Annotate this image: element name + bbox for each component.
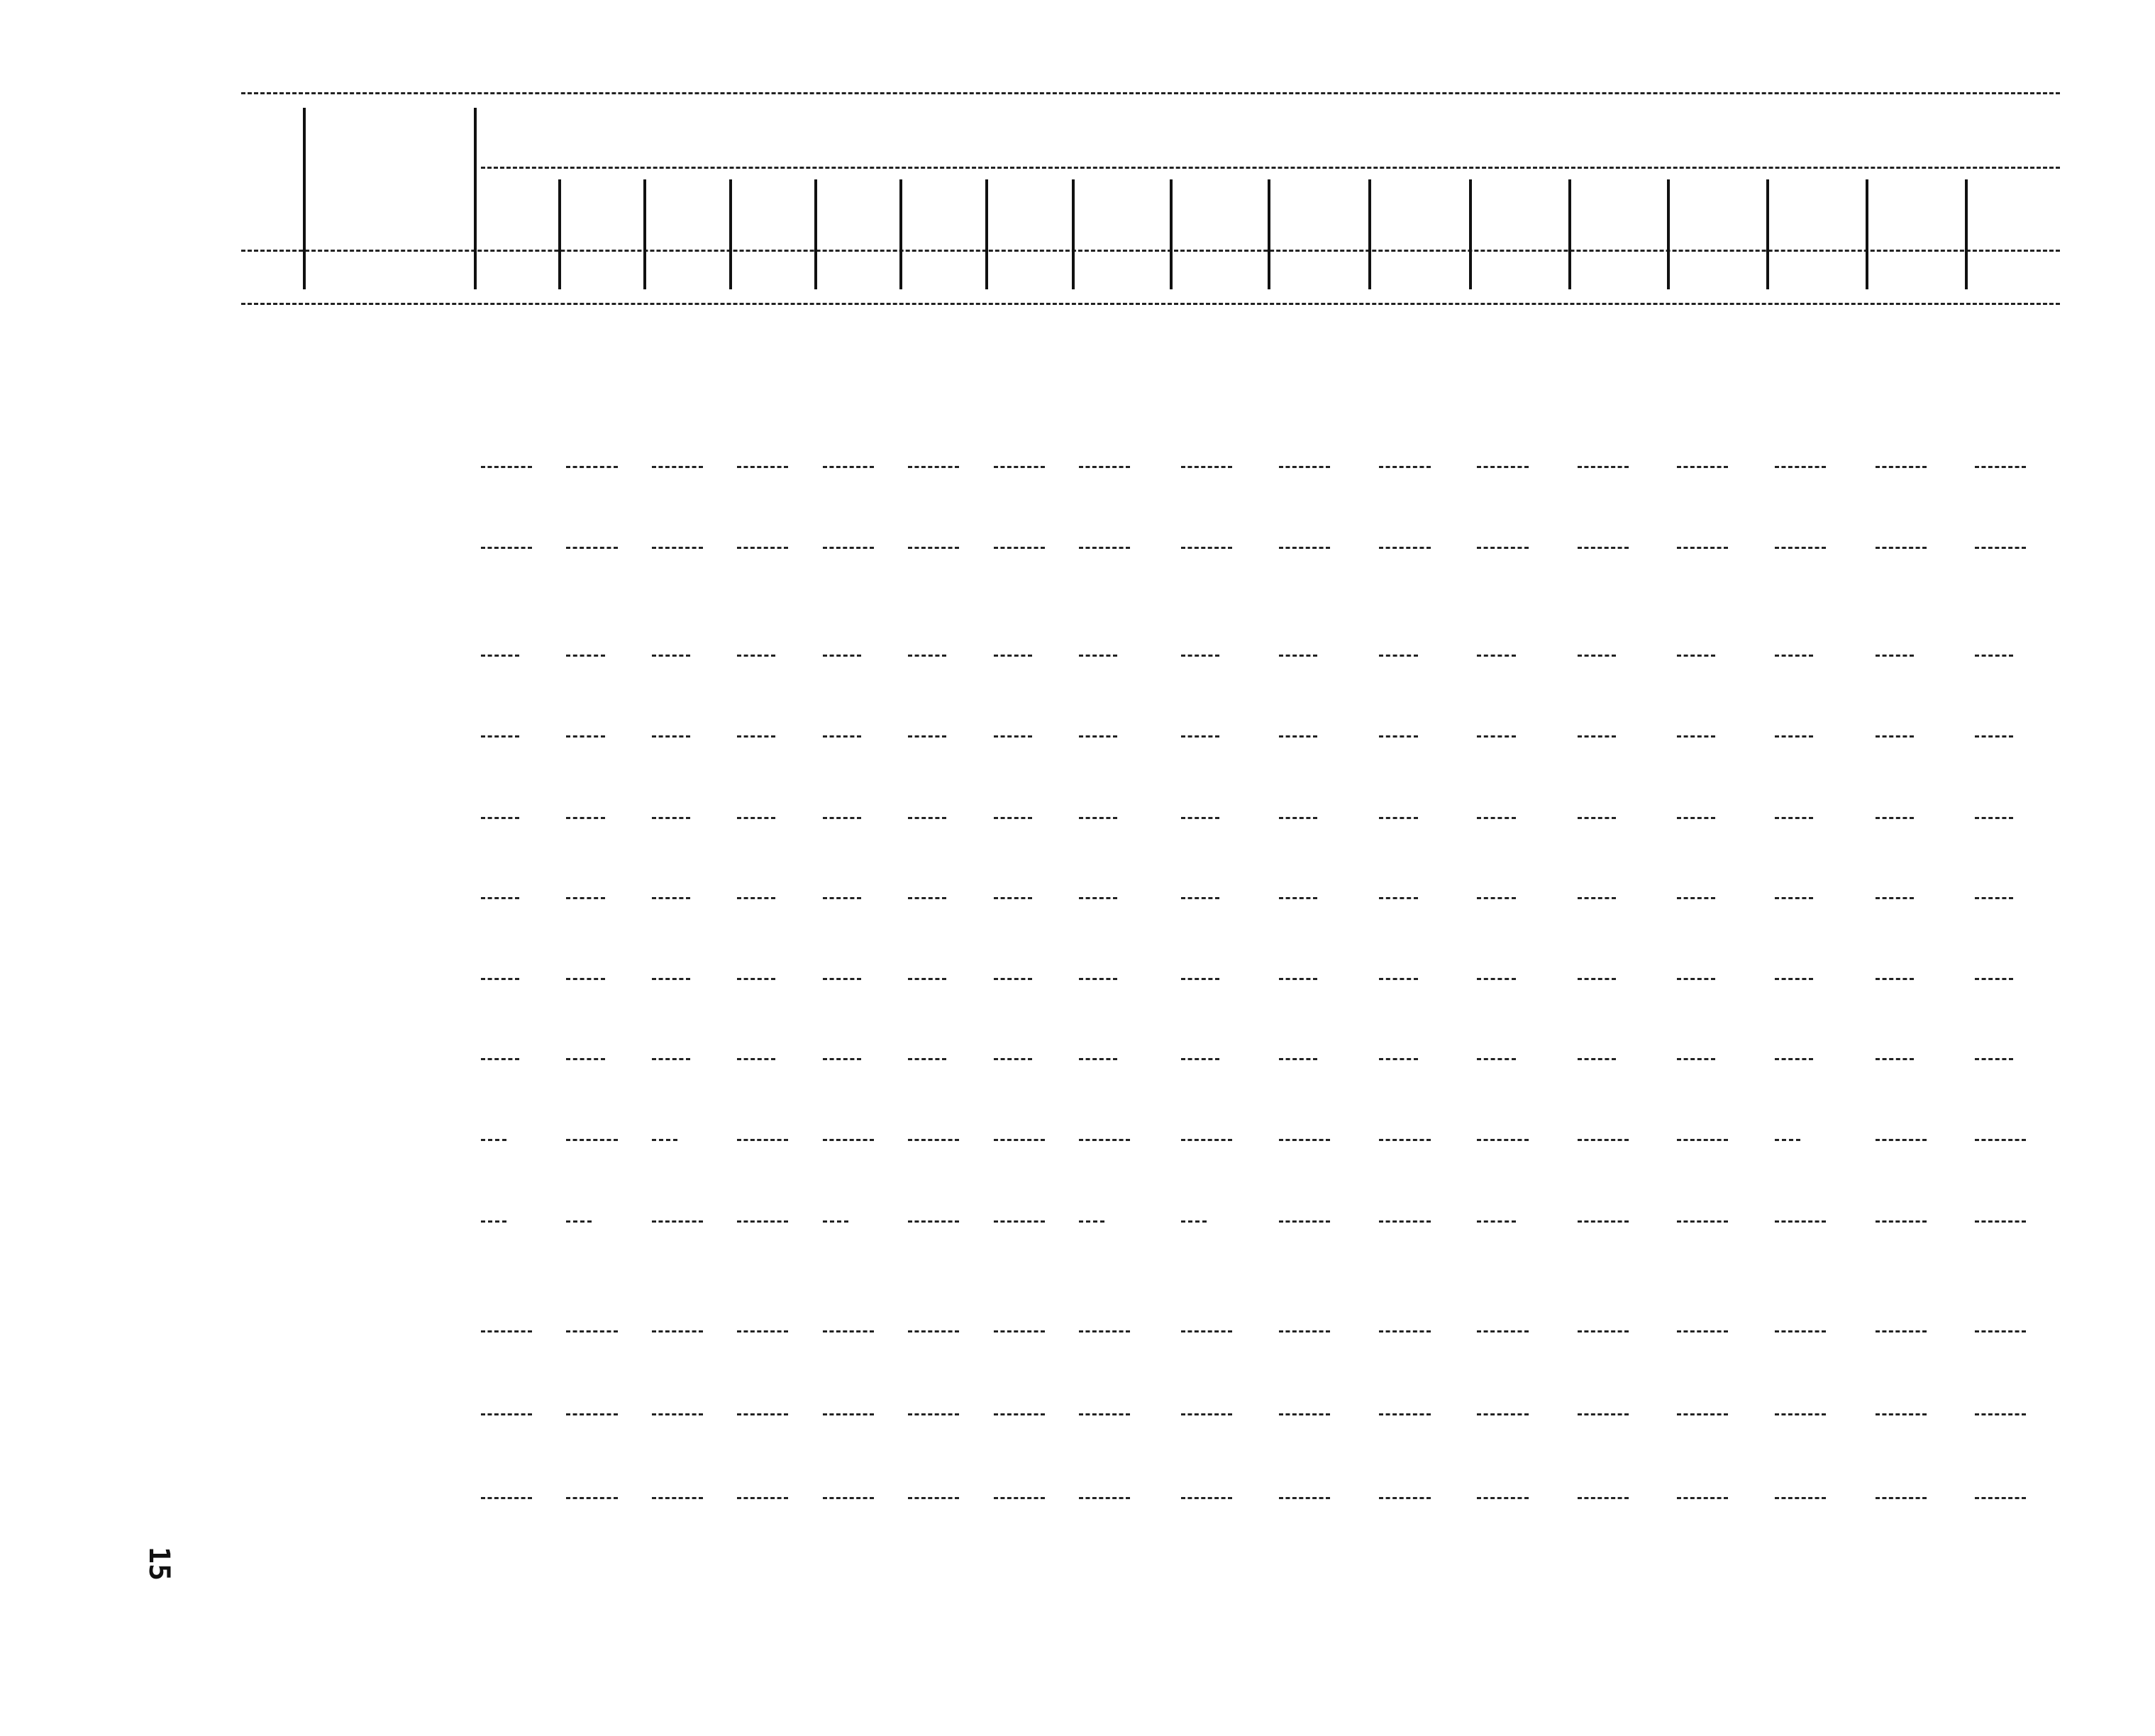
fraction-rule <box>1079 1413 1130 1415</box>
fraction-rule <box>737 1220 788 1223</box>
fraction-rule <box>994 466 1045 468</box>
fraction-rule <box>994 817 1032 819</box>
fraction-rule <box>823 1413 874 1415</box>
fraction-rule <box>1279 978 1317 980</box>
fraction-rule <box>652 1413 703 1415</box>
fraction-rule <box>1477 978 1516 980</box>
fraction-rule <box>1775 466 1826 468</box>
fraction-rule <box>481 1220 506 1223</box>
fraction-rule <box>1079 466 1130 468</box>
fraction-rule <box>1181 1220 1207 1223</box>
fraction-rule <box>1079 655 1117 657</box>
fraction-rule <box>1677 897 1715 899</box>
fraction-rule <box>652 978 690 980</box>
fraction-rule <box>1578 1497 1629 1499</box>
fraction-rule <box>1775 897 1813 899</box>
fraction-rule <box>1578 817 1616 819</box>
fraction-rule <box>1477 735 1516 738</box>
fraction-rule <box>481 978 519 980</box>
fraction-rule <box>1477 547 1529 549</box>
fraction-rule <box>1477 466 1529 468</box>
fraction-rule <box>1279 1413 1330 1415</box>
fraction-rule <box>1775 1330 1826 1332</box>
fraction-rule <box>1975 1139 2026 1141</box>
fraction-rule <box>1279 897 1317 899</box>
fraction-rule <box>1181 897 1219 899</box>
fraction-rule <box>1279 466 1330 468</box>
fraction-rule <box>1477 1058 1516 1060</box>
fraction-rule <box>1379 466 1431 468</box>
fraction-rule <box>1677 1058 1715 1060</box>
fraction-rule <box>1876 817 1914 819</box>
column-separator <box>1667 179 1670 289</box>
fraction-rule <box>908 817 946 819</box>
fraction-rule <box>1477 1413 1529 1415</box>
fraction-rule <box>823 1058 861 1060</box>
fraction-rule <box>1975 1413 2026 1415</box>
fraction-rule <box>1181 466 1232 468</box>
fraction-rule <box>652 735 690 738</box>
fraction-rule <box>566 817 605 819</box>
fraction-rule <box>1181 655 1219 657</box>
fraction-rule <box>481 1497 532 1499</box>
fraction-rule <box>994 978 1032 980</box>
fraction-rule <box>481 1330 532 1332</box>
fraction-rule <box>1775 1220 1826 1223</box>
column-separator <box>1268 179 1270 289</box>
fraction-rule <box>1477 817 1516 819</box>
fraction-rule <box>908 978 946 980</box>
fraction-rule <box>481 547 532 549</box>
fraction-rule <box>1578 1220 1629 1223</box>
fraction-rule <box>1079 1330 1130 1332</box>
fraction-rule <box>737 466 788 468</box>
fraction-rule <box>1876 978 1914 980</box>
header-top-rule <box>241 92 2060 94</box>
fraction-rule <box>566 466 618 468</box>
fraction-rule <box>1876 1330 1927 1332</box>
fraction-rule <box>737 1058 775 1060</box>
fraction-rule <box>1975 735 2013 738</box>
fraction-rule <box>1379 547 1431 549</box>
fraction-rule <box>1379 1330 1431 1332</box>
column-separator <box>1368 179 1371 289</box>
fraction-rule <box>1876 897 1914 899</box>
fraction-rule <box>1677 1497 1728 1499</box>
fraction-rule <box>908 1058 946 1060</box>
fraction-rule <box>908 735 946 738</box>
fraction-rule <box>1677 466 1728 468</box>
column-separator <box>1866 179 1868 289</box>
column-separator <box>1965 179 1968 289</box>
column-separator <box>814 179 817 289</box>
fraction-rule <box>1578 1139 1629 1141</box>
fraction-rule <box>1079 897 1117 899</box>
fraction-rule <box>1181 1058 1219 1060</box>
column-separator <box>729 179 732 289</box>
fraction-rule <box>823 1497 874 1499</box>
fraction-rule <box>823 466 874 468</box>
fraction-rule <box>1578 547 1629 549</box>
fraction-rule <box>1975 1220 2026 1223</box>
fraction-rule <box>1181 1497 1232 1499</box>
fraction-rule <box>1279 1330 1330 1332</box>
fraction-rule <box>1477 897 1516 899</box>
fraction-rule <box>1975 1497 2026 1499</box>
column-separator <box>1072 179 1075 289</box>
fraction-rule <box>994 1497 1045 1499</box>
fraction-rule <box>1379 817 1418 819</box>
fraction-rule <box>1975 655 2013 657</box>
fraction-rule <box>737 1413 788 1415</box>
fraction-rule <box>652 1139 677 1141</box>
fraction-rule <box>737 1497 788 1499</box>
fraction-rule <box>1677 735 1715 738</box>
fraction-rule <box>1876 655 1914 657</box>
fraction-rule <box>1079 547 1130 549</box>
fraction-rule <box>908 1139 959 1141</box>
fraction-rule <box>1279 547 1330 549</box>
fraction-rule <box>823 897 861 899</box>
fraction-rule <box>481 1058 519 1060</box>
fraction-rule <box>1379 735 1418 738</box>
fraction-rule <box>566 1330 618 1332</box>
fraction-rule <box>1775 1497 1826 1499</box>
fraction-rule <box>481 817 519 819</box>
fraction-rule <box>652 655 690 657</box>
fraction-rule <box>908 1220 959 1223</box>
fraction-rule <box>994 1413 1045 1415</box>
fraction-rule <box>1279 655 1317 657</box>
fraction-rule <box>1975 978 2013 980</box>
fraction-rule <box>1975 817 2013 819</box>
fraction-rule <box>481 655 519 657</box>
fraction-rule <box>1279 1220 1330 1223</box>
fraction-rule <box>1876 1497 1927 1499</box>
fraction-rule <box>481 897 519 899</box>
column-separator <box>474 108 477 289</box>
fraction-rule <box>652 547 703 549</box>
fraction-rule <box>823 1330 874 1332</box>
fraction-rule <box>1477 1220 1516 1223</box>
fraction-rule <box>566 1220 592 1223</box>
fraction-rule <box>994 735 1032 738</box>
fraction-rule <box>1975 547 2026 549</box>
fraction-rule <box>1876 1413 1927 1415</box>
fraction-rule <box>994 655 1032 657</box>
fraction-rule <box>1578 655 1616 657</box>
fraction-rule <box>1181 1330 1232 1332</box>
fraction-rule <box>1477 655 1516 657</box>
fraction-rule <box>566 1413 618 1415</box>
column-separator <box>558 179 561 289</box>
fraction-rule <box>908 1497 959 1499</box>
fraction-rule <box>823 547 874 549</box>
fraction-rule <box>1578 1058 1616 1060</box>
fraction-rule <box>652 466 703 468</box>
fraction-rule <box>1079 735 1117 738</box>
fraction-rule <box>908 547 959 549</box>
fraction-rule <box>1876 735 1914 738</box>
fraction-rule <box>566 1139 618 1141</box>
fraction-rule <box>566 1058 605 1060</box>
fraction-rule <box>566 735 605 738</box>
fraction-rule <box>1379 1413 1431 1415</box>
fraction-rule <box>1677 1413 1728 1415</box>
fraction-rule <box>1975 897 2013 899</box>
header-mid-rule <box>241 250 2060 252</box>
fraction-rule <box>1578 1413 1629 1415</box>
fraction-rule <box>823 817 861 819</box>
fraction-rule <box>1677 1220 1728 1223</box>
fraction-rule <box>481 466 532 468</box>
fraction-rule <box>823 735 861 738</box>
fraction-rule <box>566 655 605 657</box>
header-bottom-rule <box>241 303 2060 305</box>
fraction-rule <box>1379 1497 1431 1499</box>
page-number: 15 <box>143 1546 176 1581</box>
fraction-rule <box>566 978 605 980</box>
fraction-rule <box>1876 1139 1927 1141</box>
fraction-rule <box>1181 1413 1232 1415</box>
fraction-rule <box>652 817 690 819</box>
fraction-rule <box>908 466 959 468</box>
fraction-rule <box>1775 1058 1813 1060</box>
fraction-rule <box>1279 817 1317 819</box>
fraction-rule <box>1775 1139 1800 1141</box>
fraction-rule <box>823 655 861 657</box>
fraction-rule <box>1975 1058 2013 1060</box>
fraction-rule <box>1279 735 1317 738</box>
fraction-rule <box>1975 1330 2026 1332</box>
fraction-rule <box>1677 1139 1728 1141</box>
fraction-rule <box>1079 1220 1104 1223</box>
fraction-rule <box>481 1413 532 1415</box>
column-separator <box>1766 179 1769 289</box>
fraction-rule <box>737 978 775 980</box>
fraction-rule <box>823 1139 874 1141</box>
fraction-rule <box>1477 1330 1529 1332</box>
fraction-rule <box>1181 817 1219 819</box>
fraction-rule <box>566 1497 618 1499</box>
fraction-rule <box>1379 655 1418 657</box>
fraction-rule <box>1379 978 1418 980</box>
fraction-rule <box>652 897 690 899</box>
fraction-rule <box>1677 1330 1728 1332</box>
column-separator <box>1170 179 1173 289</box>
fraction-rule <box>737 817 775 819</box>
column-separator <box>1568 179 1571 289</box>
fraction-rule <box>994 897 1032 899</box>
fraction-rule <box>994 547 1045 549</box>
fraction-rule <box>1775 735 1813 738</box>
fraction-rule <box>1079 1139 1130 1141</box>
fraction-rule <box>1876 1220 1927 1223</box>
column-separator <box>985 179 988 289</box>
fraction-rule <box>737 1330 788 1332</box>
column-separator <box>1469 179 1472 289</box>
fraction-rule <box>908 655 946 657</box>
fraction-rule <box>908 897 946 899</box>
fraction-rule <box>908 1330 959 1332</box>
fraction-rule <box>1379 1220 1431 1223</box>
fraction-rule <box>1079 978 1117 980</box>
fraction-rule <box>1775 817 1813 819</box>
column-separator <box>643 179 646 289</box>
fraction-rule <box>1379 1058 1418 1060</box>
fraction-rule <box>1775 655 1813 657</box>
fraction-rule <box>1677 655 1715 657</box>
fraction-rule <box>652 1497 703 1499</box>
fraction-rule <box>1181 1139 1232 1141</box>
fraction-rule <box>1876 1058 1914 1060</box>
fraction-rule <box>1578 897 1616 899</box>
fraction-rule <box>1379 897 1418 899</box>
fraction-rule <box>481 735 519 738</box>
fraction-rule <box>994 1139 1045 1141</box>
fraction-rule <box>1578 735 1616 738</box>
fraction-rule <box>1079 1058 1117 1060</box>
fraction-rule <box>1775 547 1826 549</box>
fraction-rule <box>994 1220 1045 1223</box>
fraction-rule <box>994 1058 1032 1060</box>
column-separator <box>899 179 902 289</box>
fraction-rule <box>1578 1330 1629 1332</box>
fraction-rule <box>823 978 861 980</box>
header-title-rule <box>481 167 2060 169</box>
fraction-rule <box>737 735 775 738</box>
fraction-rule <box>1775 1413 1826 1415</box>
fraction-rule <box>1079 1497 1130 1499</box>
fraction-rule <box>1975 466 2026 468</box>
fraction-rule <box>1578 466 1629 468</box>
fraction-rule <box>1181 547 1232 549</box>
fraction-rule <box>1876 547 1927 549</box>
fraction-rule <box>737 655 775 657</box>
fraction-rule <box>1677 817 1715 819</box>
fraction-rule <box>1181 978 1219 980</box>
fraction-rule <box>1279 1139 1330 1141</box>
fraction-rule <box>1379 1139 1431 1141</box>
fraction-rule <box>737 547 788 549</box>
fraction-rule <box>652 1220 703 1223</box>
fraction-rule <box>737 1139 788 1141</box>
fraction-rule <box>1279 1058 1317 1060</box>
fraction-rule <box>1079 817 1117 819</box>
fraction-rule <box>1876 466 1927 468</box>
fraction-rule <box>1477 1497 1529 1499</box>
fraction-rule <box>1775 978 1813 980</box>
fraction-rule <box>1279 1497 1330 1499</box>
fraction-rule <box>1677 547 1728 549</box>
fraction-rule <box>1477 1139 1529 1141</box>
fraction-rule <box>994 1330 1045 1332</box>
fraction-rule <box>652 1330 703 1332</box>
fraction-rule <box>1181 735 1219 738</box>
fraction-rule <box>566 897 605 899</box>
fraction-rule <box>1578 978 1616 980</box>
fraction-rule <box>566 547 618 549</box>
fraction-rule <box>737 897 775 899</box>
fraction-rule <box>823 1220 848 1223</box>
fraction-rule <box>481 1139 506 1141</box>
column-separator <box>303 108 306 289</box>
fraction-rule <box>652 1058 690 1060</box>
fraction-rule <box>1677 978 1715 980</box>
fraction-rule <box>908 1413 959 1415</box>
